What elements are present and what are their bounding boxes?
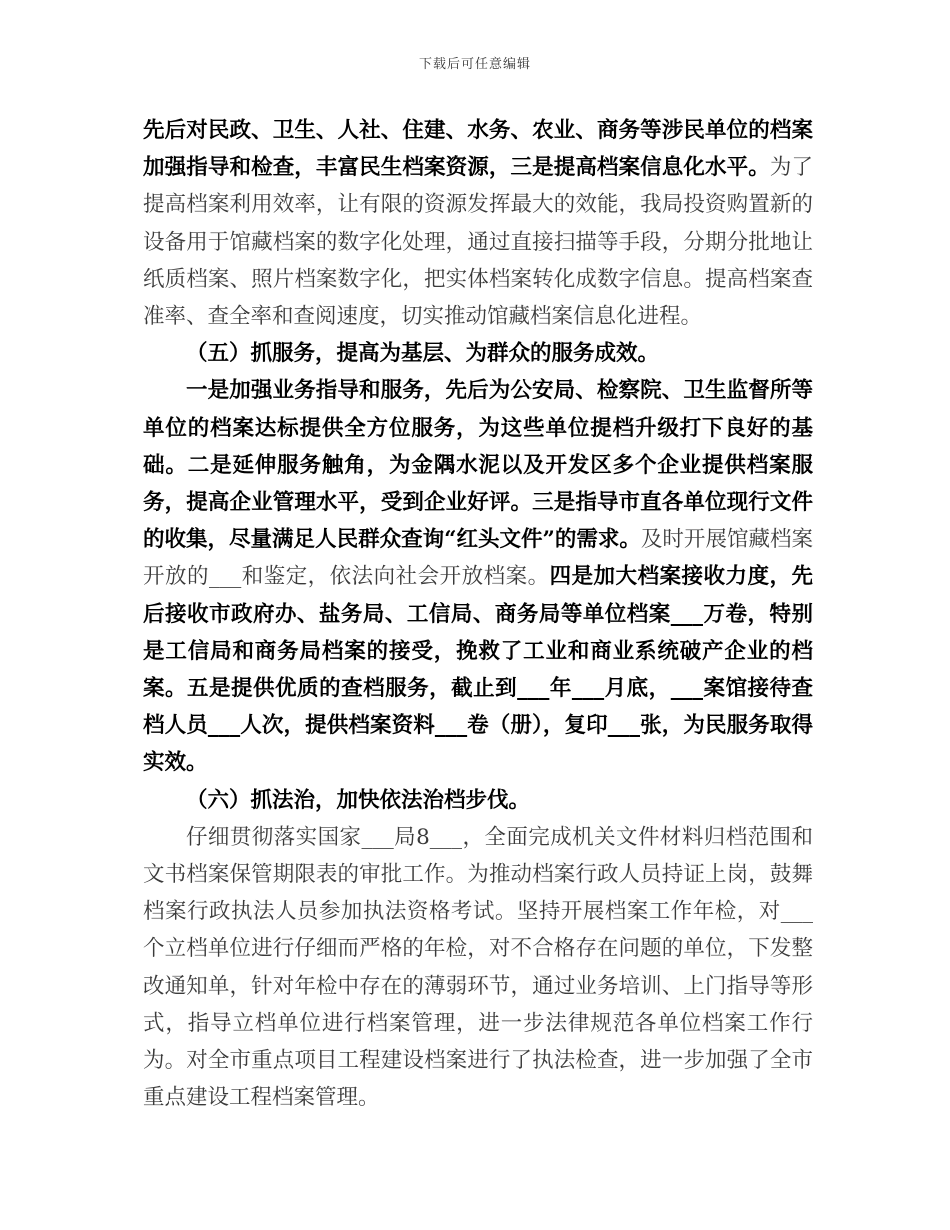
paragraph-digitization-bold: 先后对民政、卫生、人社、住建、水务、农业、商务等涉民单位的档案加强指导和检查，丰富民生档案资源，三是提高档案信息化水平。 [143, 118, 813, 181]
page-header: 下载后可任意编辑 [418, 57, 531, 72]
paragraph-service-bold-2: 四是加大档案接收力度，先后接收市政府办、盐务局、工信局、商务局等单位档案___万卷，特别是工信局和商务局档案的接受，挽救了工业和商业系统破产企业的档案。五是提供优质的查档服务，截止到___年___月底，___案馆接待查档人员___人次，提供档案资料___卷（册），复印___张，为民服务取得实效。 [143, 564, 813, 776]
document-body [143, 112, 813, 1116]
paragraph-rule-of-law: 仔细贯彻落实国家___局8___，全面完成机关文件材料归档范围和文书档案保管期限表的审批工作。为推动档案行政人员持证上岗，鼓舞档案行政执法人员参加执法资格考试。坚持开展档案工作年检，对___个立档单位进行仔细而严格的年检，对不合格存在问题的单位，下发整改通知单，针对年检中存在的薄弱环节，通过业务培训、上门指导等形式，指导立档单位进行档案管理，进一步法律规范各单位档案工作行为。对全市重点项目工程建设档案进行了执法检查，进一步加强了全市重点建设工程档案管理。 [143, 824, 813, 1111]
paragraph-digitization-normal: 为了提高档案利用效率，让有限的资源发挥最大的效能，我局投资购置新的设备用于馆藏档案的数字化处理，通过直接扫描等手段，分期分批地让纸质档案、照片档案数字化，把实体档案转化成数字信息。提高档案查准率、查全率和查阅速度，切实推动馆藏档案信息化进程。 [143, 155, 813, 330]
section-heading-5: （五）抓服务，提高为基层、为群众的服务成效。 [186, 341, 660, 367]
paragraph-service-normal: 及时开展馆藏档案开放的___和鉴定，依法向社会开放档案。 [143, 527, 813, 590]
paragraph-digitization [143, 112, 813, 335]
paragraph-service-bold-1: 一是加强业务指导和服务，先后为公安局、检察院、卫生监督所等单位的档案达标提供全方位服务，为这些单位提档升级打下良好的基础。二是延伸服务触角，为金隅水泥以及开发区多个企业提供档案服务，提高企业管理水平，受到企业好评。三是指导市直各单位现行文件的收集，尽量满足人民群众查询“红头文件”的需求。 [143, 378, 813, 553]
section-heading-6: （六）抓法治，加快依法治档步伐。 [186, 787, 531, 813]
paragraph-service [143, 372, 813, 781]
